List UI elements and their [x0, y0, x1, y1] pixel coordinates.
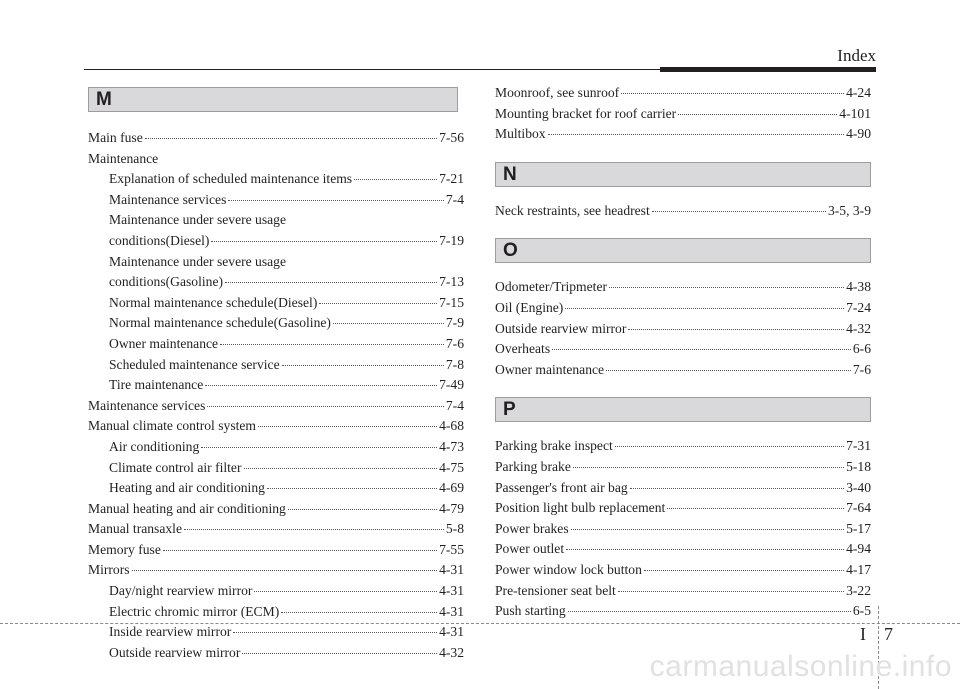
spacer: [495, 422, 871, 436]
dot-leader: [163, 550, 437, 551]
section-bar-o: [495, 238, 871, 263]
entry-label: Air conditioning: [109, 438, 200, 454]
entry-label: Maintenance services: [88, 397, 206, 413]
entry-page-ref[interactable]: 4-31: [439, 583, 464, 599]
index-entry[interactable]: [495, 581, 871, 602]
entry-label: Overheats: [495, 341, 551, 357]
entry-page-ref[interactable]: 4-101: [839, 105, 871, 121]
entry-page-ref[interactable]: 7-55: [439, 541, 464, 557]
entry-page-ref[interactable]: 6-5: [852, 603, 871, 619]
entry-label: Owner maintenance: [109, 335, 219, 351]
entry-label: Oil (Engine): [495, 299, 564, 315]
entry-label: Inside rearview mirror: [109, 624, 232, 640]
index-entry[interactable]: [88, 478, 464, 499]
index-entry[interactable]: [495, 478, 871, 499]
entry-label: Passenger's front air bag: [495, 479, 628, 495]
entry-page-ref[interactable]: 7-4: [445, 397, 464, 413]
dot-leader: [282, 365, 444, 366]
entry-page-ref[interactable]: 5-18: [846, 458, 871, 474]
header-accent-bar: [660, 67, 876, 72]
section-letter: P: [503, 399, 516, 421]
entry-label: Moonroof, see sunroof: [495, 85, 620, 100]
index-entry[interactable]: [88, 375, 464, 396]
index-entry[interactable]: [495, 319, 871, 340]
entry-label: Push starting: [495, 603, 566, 619]
footer-page-number: 7: [884, 624, 893, 644]
dot-leader: [568, 611, 851, 612]
index-heading: Maintenance: [88, 150, 159, 166]
index-entry[interactable]: [495, 83, 871, 104]
entry-label: Manual transaxle: [88, 521, 182, 537]
index-entry[interactable]: [88, 313, 464, 334]
entry-label: conditions(Gasoline): [109, 274, 224, 290]
entry-label: Day/night rearview mirror: [109, 583, 253, 599]
dot-leader: [254, 591, 437, 592]
dot-leader: [573, 467, 844, 468]
entry-label: Memory fuse: [88, 541, 161, 557]
entry-label: Climate control air filter: [109, 459, 242, 475]
entry-page-ref[interactable]: 4-31: [439, 624, 464, 640]
dot-leader: [244, 468, 438, 469]
index-entry[interactable]: [495, 539, 871, 560]
index-entry[interactable]: [88, 293, 464, 314]
spacer: [495, 263, 871, 277]
entry-page-ref[interactable]: 7-6: [445, 335, 464, 351]
dot-leader: [354, 179, 437, 180]
index-entry[interactable]: [88, 416, 464, 437]
entry-page-ref[interactable]: 4-17: [846, 561, 871, 577]
dot-leader: [618, 591, 844, 592]
index-entry[interactable]: [495, 498, 871, 519]
index-entry[interactable]: [88, 499, 464, 520]
entry-page-ref[interactable]: 4-38: [846, 279, 871, 295]
index-heading: Maintenance under severe usage: [109, 253, 287, 269]
entry-label: Outside rearview mirror: [109, 644, 241, 660]
dot-leader: [644, 570, 844, 571]
entry-page-ref[interactable]: 4-69: [439, 480, 464, 496]
index-entry[interactable]: [495, 519, 871, 540]
entry-label: Normal maintenance schedule(Gasoline): [109, 315, 331, 331]
spacer: [495, 380, 871, 397]
dot-leader: [184, 529, 444, 530]
dot-leader: [145, 138, 437, 139]
dot-leader: [652, 211, 826, 212]
entry-page-ref[interactable]: 4-31: [439, 603, 464, 619]
index-entry[interactable]: [495, 560, 871, 581]
entry-page-ref[interactable]: 4-31: [439, 562, 464, 578]
entry-page-ref[interactable]: 7-24: [846, 299, 871, 315]
index-entry[interactable]: [495, 201, 871, 222]
section-bar-p: [495, 397, 871, 422]
spacer: [495, 145, 871, 162]
entry-label: Tire maintenance: [109, 377, 204, 393]
entry-page-ref[interactable]: 4-73: [439, 438, 464, 454]
entry-label: Multibox: [495, 126, 546, 142]
entry-label: Manual heating and air conditioning: [88, 500, 286, 516]
dot-leader: [606, 370, 851, 371]
index-entry[interactable]: [88, 458, 464, 479]
entry-page-ref[interactable]: 7-49: [439, 377, 464, 393]
entry-page-ref[interactable]: 7-31: [846, 438, 871, 454]
section-bar-n: [495, 162, 871, 187]
entry-page-ref[interactable]: 4-24: [846, 85, 871, 100]
entry-label: Outside rearview mirror: [495, 320, 627, 336]
index-entry[interactable]: [495, 601, 871, 622]
index-entry[interactable]: [88, 560, 464, 581]
dot-leader: [288, 509, 437, 510]
entry-label: Neck restraints, see headrest: [495, 202, 650, 218]
entry-page-ref[interactable]: 7-9: [445, 315, 464, 331]
entry-label: Scheduled maintenance service: [109, 356, 280, 372]
dot-leader: [667, 508, 844, 509]
dot-leader: [211, 241, 437, 242]
entry-label: Electric chromic mirror (ECM): [109, 603, 280, 619]
entry-page-ref[interactable]: 4-32: [439, 644, 464, 660]
entry-label: Power window lock button: [495, 561, 642, 577]
section-letter-m: M: [96, 89, 112, 110]
dot-leader: [609, 287, 844, 288]
index-entry[interactable]: [495, 457, 871, 478]
entry-page-ref[interactable]: 7-64: [846, 500, 871, 516]
dot-leader: [571, 529, 844, 530]
index-entry[interactable]: [495, 104, 871, 125]
entry-page-ref[interactable]: 4-32: [846, 320, 871, 336]
entry-page-ref[interactable]: 5-17: [846, 520, 871, 536]
dot-leader: [565, 308, 844, 309]
section-letter: N: [503, 163, 517, 185]
index-entry[interactable]: [88, 128, 464, 149]
index-entry[interactable]: [495, 339, 871, 360]
entry-page-ref[interactable]: 4-94: [846, 541, 871, 557]
dot-leader: [228, 200, 443, 201]
dot-leader: [566, 549, 844, 550]
entry-page-ref[interactable]: 3-5, 3-9: [827, 202, 871, 218]
dot-leader: [205, 385, 437, 386]
index-entry[interactable]: [495, 360, 871, 381]
entry-page-ref[interactable]: 7-56: [439, 130, 464, 145]
entry-label: Position light bulb replacement: [495, 500, 666, 516]
entry-label: Odometer/Tripmeter: [495, 279, 608, 295]
index-entry[interactable]: [495, 436, 871, 457]
dot-leader: [220, 344, 444, 345]
entry-page-ref[interactable]: 7-4: [445, 191, 464, 207]
page-header-title: Index: [837, 46, 876, 65]
entry-page-ref[interactable]: 3-22: [846, 582, 871, 598]
watermark: carmanualsonline.info: [649, 650, 952, 683]
spacer: [495, 221, 871, 238]
index-entry[interactable]: [88, 272, 464, 293]
entry-label: Parking brake inspect: [495, 438, 613, 454]
dot-leader: [678, 114, 837, 115]
index-entry[interactable]: [88, 643, 464, 664]
dot-leader: [132, 570, 438, 571]
entry-label: Heating and air conditioning: [109, 480, 265, 496]
footer-rule: [0, 623, 960, 624]
entry-page-ref[interactable]: 5-8: [445, 521, 464, 537]
entry-page-ref[interactable]: 6-6: [852, 341, 871, 357]
dot-leader: [267, 488, 437, 489]
index-entry[interactable]: [88, 437, 464, 458]
entry-label: Mirrors: [88, 562, 130, 578]
index-entry[interactable]: [88, 622, 464, 643]
entry-label: Power brakes: [495, 520, 569, 536]
index-entry[interactable]: [88, 540, 464, 561]
entry-page-ref[interactable]: 4-68: [439, 418, 464, 434]
entry-label: Parking brake: [495, 458, 571, 474]
entry-page-ref[interactable]: 4-75: [439, 459, 464, 475]
index-entry[interactable]: [88, 190, 464, 211]
entry-label: Manual climate control system: [88, 418, 256, 434]
dot-leader: [615, 446, 844, 447]
dot-leader: [630, 488, 844, 489]
entry-page-ref[interactable]: 7-21: [439, 171, 464, 187]
dot-leader: [552, 349, 851, 350]
dot-leader: [548, 134, 844, 135]
index-entry[interactable]: [88, 581, 464, 602]
spacer: [495, 187, 871, 201]
entry-label: Power outlet: [495, 541, 565, 557]
index-heading: Maintenance under severe usage: [109, 212, 287, 228]
index-entry[interactable]: [495, 277, 871, 298]
dot-leader: [281, 612, 437, 613]
entry-page-ref[interactable]: 7-19: [439, 232, 464, 248]
footer-section-label: I: [860, 624, 866, 644]
entry-label: Owner maintenance: [495, 361, 605, 377]
dot-leader: [258, 426, 437, 427]
dot-leader: [233, 632, 437, 633]
index-entry[interactable]: [88, 396, 464, 417]
entry-label: Normal maintenance schedule(Diesel): [109, 294, 318, 310]
dot-leader: [333, 323, 444, 324]
entry-page-ref[interactable]: 7-8: [445, 356, 464, 372]
index-left-column: [88, 128, 464, 663]
entry-page-ref[interactable]: 4-90: [846, 126, 871, 142]
entry-page-ref[interactable]: 4-79: [439, 500, 464, 516]
entry-page-ref[interactable]: 7-13: [439, 274, 464, 290]
dot-leader: [201, 447, 437, 448]
dot-leader: [319, 303, 437, 304]
index-entry[interactable]: [88, 519, 464, 540]
entry-page-ref[interactable]: 3-40: [846, 479, 871, 495]
index-entry[interactable]: [88, 355, 464, 376]
index-entry[interactable]: [495, 124, 871, 145]
section-bar-m: [88, 87, 458, 112]
entry-label: Pre-tensioner seat belt: [495, 582, 616, 598]
entry-page-ref[interactable]: 7-15: [439, 294, 464, 310]
index-entry[interactable]: [88, 602, 464, 623]
dot-leader: [621, 93, 844, 94]
dot-leader: [628, 329, 844, 330]
entry-page-ref[interactable]: 7-6: [852, 361, 871, 377]
index-entry[interactable]: [88, 169, 464, 190]
index-entry[interactable]: [88, 334, 464, 355]
dot-leader: [207, 406, 443, 407]
index-right-column: [495, 83, 871, 622]
entry-label: Explanation of scheduled maintenance items: [109, 171, 353, 187]
entry-label: Main fuse: [88, 130, 143, 145]
index-entry[interactable]: [88, 231, 464, 252]
dot-leader: [242, 653, 437, 654]
entry-label: Maintenance services: [109, 191, 227, 207]
index-entry[interactable]: [495, 298, 871, 319]
dot-leader: [225, 282, 437, 283]
entry-label: conditions(Diesel): [109, 232, 210, 248]
entry-label: Mounting bracket for roof carrier: [495, 105, 677, 121]
section-letter: O: [503, 240, 518, 262]
